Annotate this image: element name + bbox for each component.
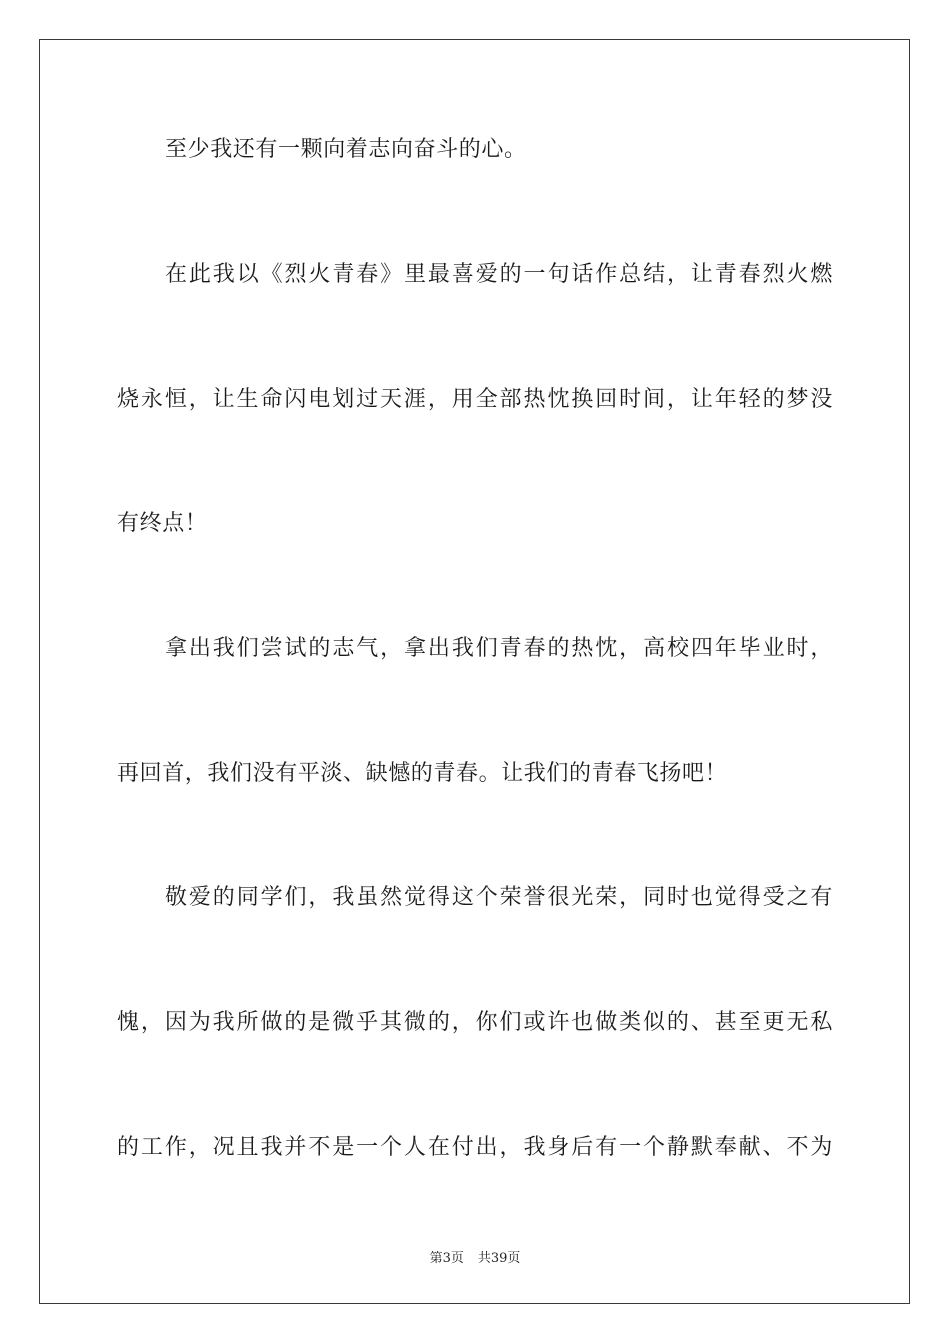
paragraph-line-4: 有终点！ — [117, 511, 208, 536]
paragraph-line-5: 拿出我们尝试的志气，拿出我们青春的热忱，高校四年毕业时， — [165, 636, 833, 661]
paragraph-line-3: 烧永恒，让生命闪电划过天涯，用全部热忱换回时间，让年轻的梦没 — [117, 387, 833, 412]
page-footer — [0, 1247, 950, 1266]
paragraph-line-6: 再回首，我们没有平淡、缺憾的青春。让我们的青春飞扬吧！ — [117, 761, 728, 786]
page-number: 第3页 — [429, 1251, 464, 1266]
page-total: 共39页 — [477, 1251, 521, 1266]
paragraph-line-2: 在此我以《烈火青春》里最喜爱的一句话作总结，让青春烈火燃 — [165, 262, 833, 287]
paragraph-line-7: 敬爱的同学们，我虽然觉得这个荣誉很光荣，同时也觉得受之有 — [165, 885, 833, 910]
paragraph-line-1: 至少我还有一颗向着志向奋斗的心。 — [165, 137, 527, 162]
paragraph-line-8: 愧，因为我所做的是微乎其微的，你们或许也做类似的、甚至更无私 — [117, 1010, 833, 1035]
page-border — [39, 39, 910, 1304]
paragraph-line-9: 的工作，况且我并不是一个人在付出，我身后有一个静默奉献、不为 — [117, 1135, 833, 1160]
